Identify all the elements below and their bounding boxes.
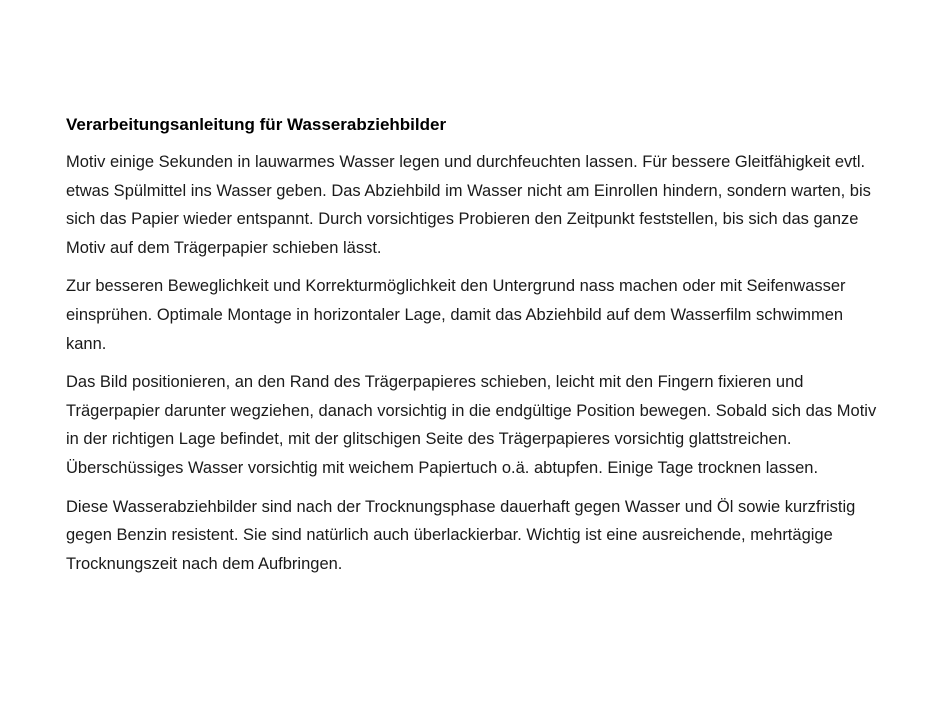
paragraph-drying-resistance-notes: Diese Wasserabziehbilder sind nach der Trocknungsphase dauerhaft gegen Wasser und Öl sowie kurzfristig gegen Benzin resistent. Sie sind natürlich auch überlackierbar. Wichtig ist eine ausreichende, mehrtägige Trocknungszeit nach dem Aufbringen. <box>66 497 856 573</box>
paragraph-soaking-instructions: Motiv einige Sekunden in lauwarmes Wasser legen und durchfeuchten lassen. Für bessere Gleitfähigkeit evtl. etwas Spülmittel ins Wasser geben. Das Abziehbild im Wasser nicht am Einrollen hindern, sondern warten, bis sich das Papier wieder entspannt. Durch vorsichtiges Probieren den Zeitpunkt feststellen, bis sich das ganze Motiv auf dem Trägerpapier schieben lässt. <box>66 153 871 257</box>
document-heading: Verarbeitungsanleitung für Wasserabziehbilder <box>66 115 447 134</box>
paragraph-positioning-instructions: Das Bild positionieren, an den Rand des Trägerpapieres schieben, leicht mit den Fingern fixieren und Trägerpapier darunter wegziehen, danach vorsichtig in die endgültige Position bewegen. Sobald sich das Motiv in der richtigen Lage befindet, mit der glitschigen Seite des Trägerpapieres vorsichtig glattstreichen. Überschüssiges Wasser vorsichtig mit weichem Papiertuch o.ä. abtupfen. Einige Tage trocknen lassen. <box>66 373 877 477</box>
paragraph-surface-preparation: Zur besseren Beweglichkeit und Korrekturmöglichkeit den Untergrund nass machen oder mit Seifenwasser einsprühen. Optimale Montage in horizontaler Lage, damit das Abziehbild auf dem Wasserfilm schwimmen kann. <box>66 277 846 353</box>
document-content <box>66 110 884 578</box>
